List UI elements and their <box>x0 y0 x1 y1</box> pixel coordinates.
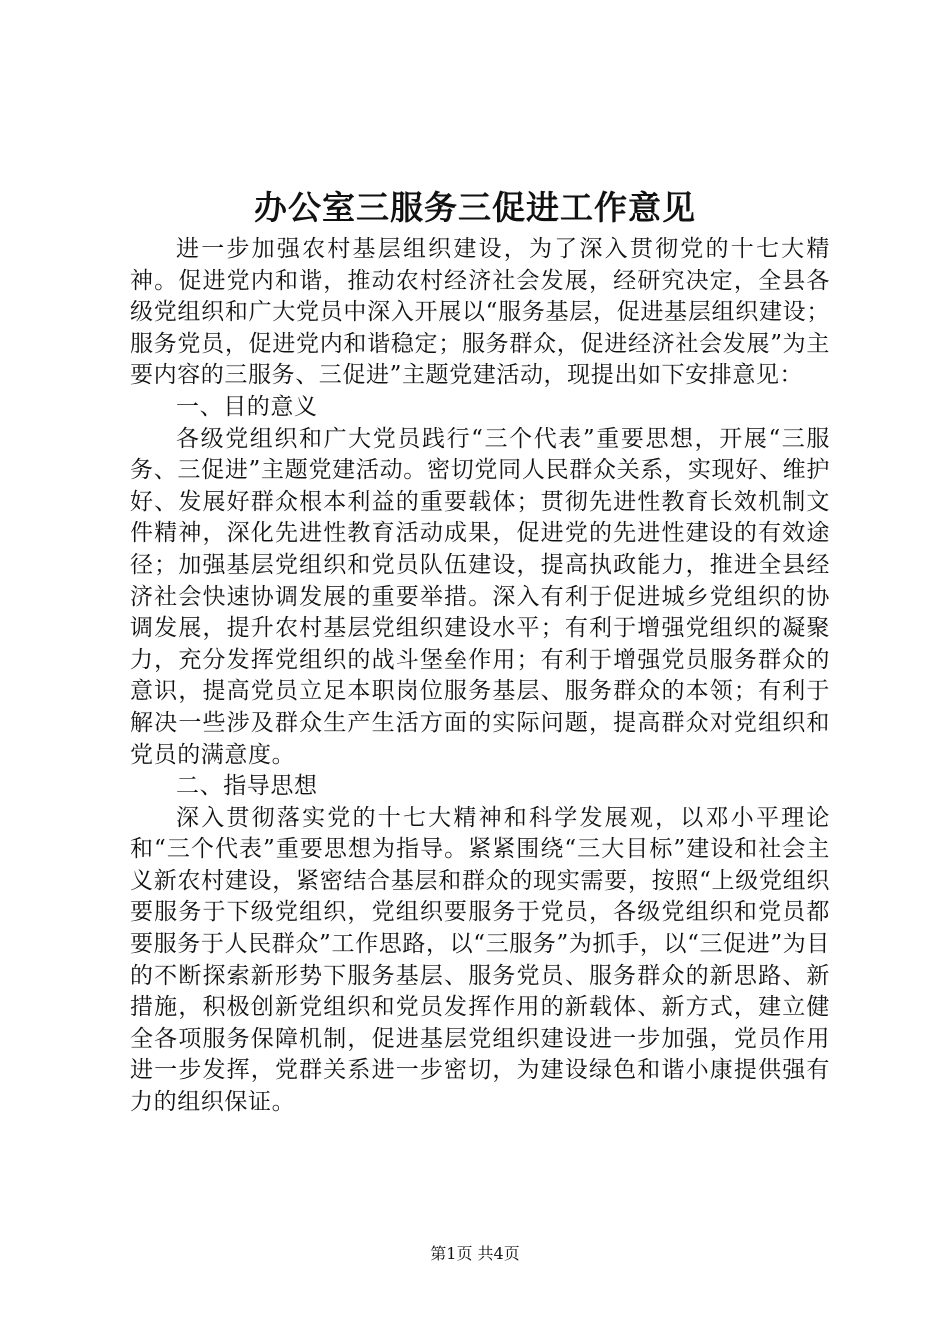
section-heading-purpose: 一、目的意义 <box>176 393 318 420</box>
page-footer: 第1页 共4页 <box>430 1244 520 1263</box>
document-body <box>130 234 830 1119</box>
document-title: 办公室三服务三促进工作意见 <box>254 188 696 227</box>
section-body-purpose: 各级党组织和广大党员践行“三个代表”重要思想，开展“三服务、三促进”主题党建活动。密切党同人民群众关系，实现好、维护好、发展好群众根本利益的重要载体；贯彻先进性教育长效机制文件精神，深化先进性教育活动成果，促进党的先进性建设的有效途径；加强基层党组织和党员队伍建设，提高执政能力，推进全县经济社会快速协调发展的重要举措。深入有利于促进城乡党组织的协调发展，提升农村基层党组织建设水平；有利于增强党组织的凝聚力，充分发挥党组织的战斗堡垒作用；有利于增强党员服务群众的意识，提高党员立足本职岗位服务基层、服务群众的本领；有利于解决一些涉及群众生产生活方面的实际问题，提高群众对党组织和党员的满意度。 <box>130 425 830 768</box>
section-body-guiding-ideology: 深入贯彻落实党的十七大精神和科学发展观，以邓小平理论和“三个代表”重要思想为指导。紧紧围绕“三大目标”建设和社会主义新农村建设，紧密结合基层和群众的现实需要，按照“上级党组织要服务于下级党组织，党组织要服务于党员，各级党组织和党员都要服务于人民群众”工作思路，以“三服务”为抓手，以“三促进”为目的不断探索新形势下服务基层、服务党员、服务群众的新思路、新措施，积极创新党组织和党员发挥作用的新载体、新方式，建立健全各项服务保障机制，促进基层党组织建设进一步加强，党员作用进一步发挥，党群关系进一步密切，为建设绿色和谐小康提供强有力的组织保证。 <box>130 804 830 1116</box>
section-heading-guiding-ideology: 二、指导思想 <box>176 773 318 800</box>
intro-paragraph: 进一步加强农村基层组织建设，为了深入贯彻党的十七大精神。促进党内和谐，推动农村经济社会发展，经研究决定，全县各级党组织和广大党员中深入开展以“服务基层，促进基层组织建设；服务党员，促进党内和谐稳定；服务群众，促进经济社会发展”为主要内容的三服务、三促进”主题党建活动，现提出如下安排意见： <box>130 236 830 389</box>
